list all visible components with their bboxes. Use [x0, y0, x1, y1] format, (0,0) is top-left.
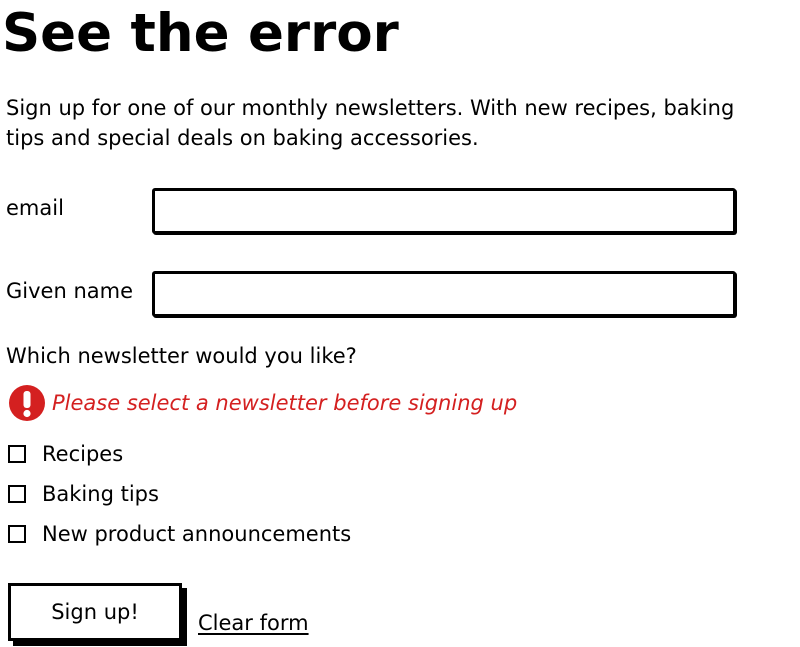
page-title: See the error [2, 3, 399, 64]
newsletter-option-new-products[interactable] [8, 522, 351, 546]
error-text: Please select a newsletter before signing up [52, 391, 518, 415]
intro-text: Sign up for one of our monthly newsletters. With new recipes, baking tips and special deals on baking accessories. [6, 96, 735, 150]
option-label: New product announcements [42, 522, 352, 546]
newsletter-option-recipes[interactable] [8, 442, 123, 466]
given-name-field[interactable] [152, 271, 736, 317]
given-name-label: Given name [6, 279, 133, 303]
newsletter-question: Which newsletter would you like? [6, 344, 357, 368]
email-label: email [6, 196, 64, 220]
baking-tips-checkbox[interactable] [8, 485, 26, 503]
exclamation-circle-icon [8, 384, 46, 422]
sign-up-button[interactable]: Sign up! [8, 583, 182, 641]
email-field[interactable] [152, 188, 736, 234]
recipes-checkbox[interactable] [8, 445, 26, 463]
option-label: Recipes [42, 442, 124, 466]
error-message [8, 384, 517, 422]
newsletter-option-baking-tips[interactable] [8, 482, 159, 506]
clear-form-link[interactable]: Clear form [198, 611, 309, 635]
new-products-checkbox[interactable] [8, 525, 26, 543]
option-label: Baking tips [42, 482, 159, 506]
